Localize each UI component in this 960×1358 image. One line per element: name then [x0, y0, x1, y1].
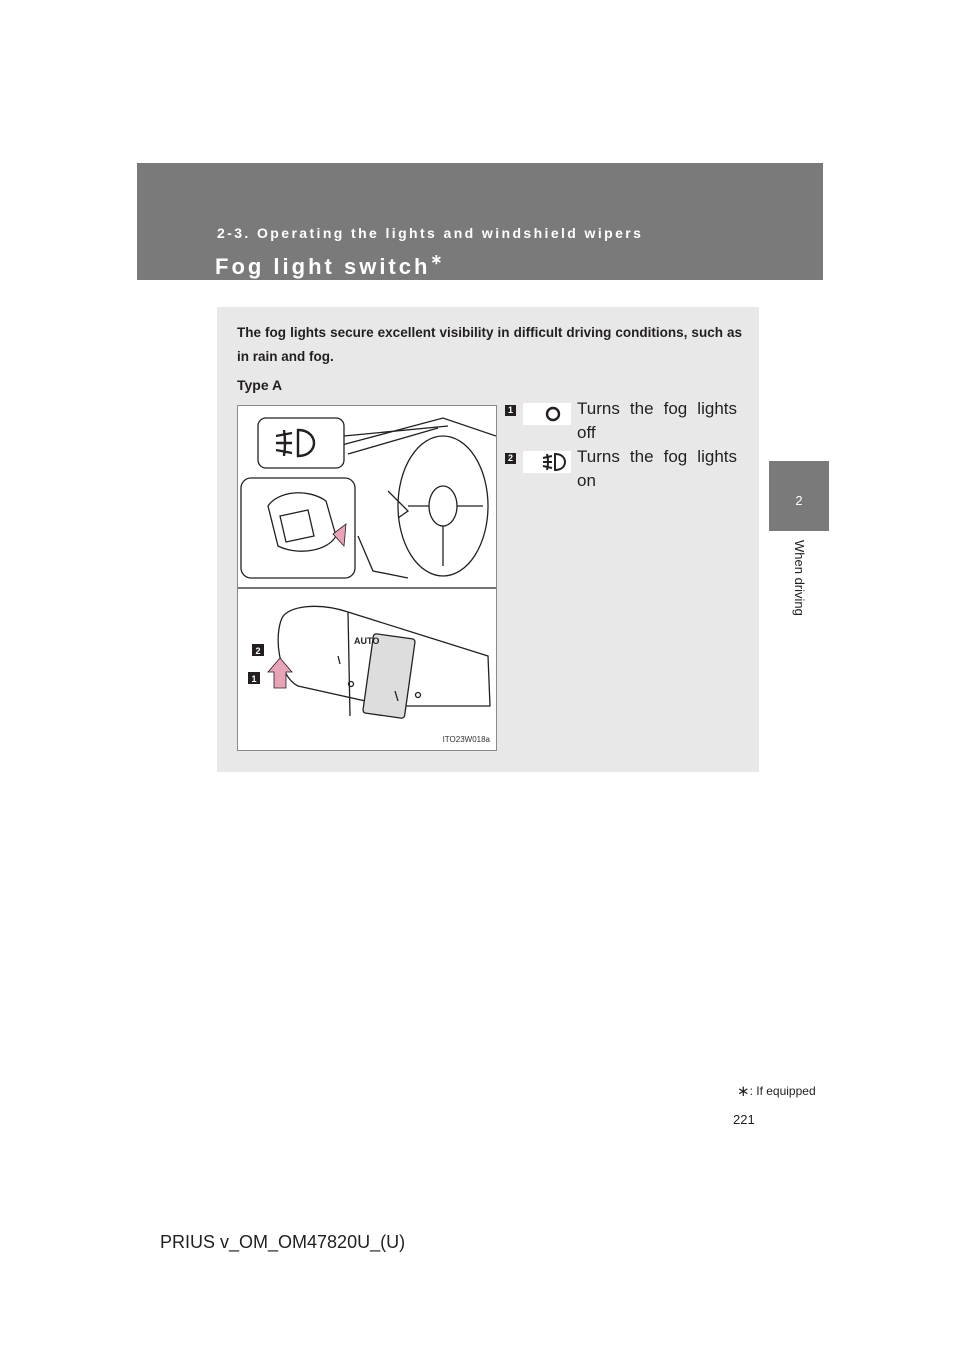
section-header	[137, 163, 823, 280]
circle-off-icon	[523, 403, 571, 425]
section-heading: 2-3. Operating the lights and windshield wipers	[217, 225, 644, 241]
steering-spokes	[408, 506, 483, 566]
callout-1-number: 1	[251, 674, 257, 684]
icon-callout-frame	[258, 418, 344, 468]
item-text-line-1: Turns the fog lights	[577, 399, 737, 418]
item-text-line-2: off	[577, 423, 596, 442]
lever-band-line	[348, 612, 350, 716]
footnote-text: : If equipped	[749, 1084, 816, 1098]
item-number: 1	[505, 405, 516, 416]
dashboard-line	[338, 418, 496, 446]
intro-text: The fog lights secure excellent visibility in difficult driving conditions, such as in rain and fog.	[237, 325, 742, 364]
item-text-line-2: on	[577, 471, 596, 490]
off-mark	[338, 656, 340, 664]
document-id: PRIUS v_OM_OM47820U_(U)	[160, 1232, 406, 1252]
chapter-label: When driving	[792, 540, 807, 616]
type-label: Type A	[237, 377, 283, 393]
item-text-line-1: Turns the fog lights	[577, 447, 737, 466]
item-number: 2	[505, 453, 516, 464]
front-fog-light-icon	[523, 451, 571, 473]
column-line	[358, 536, 408, 578]
figure-code: ITO23W018a	[442, 735, 490, 744]
footnote	[737, 1082, 816, 1100]
if-equipped-mark: ∗	[430, 251, 443, 267]
callout-pointer	[344, 426, 448, 436]
page-title: Fog light switch∗	[215, 251, 443, 279]
chapter-tab	[769, 461, 829, 531]
chapter-number: 2	[795, 493, 803, 508]
lamp-dot-2	[416, 693, 421, 698]
fog-switch-illustration	[237, 405, 497, 751]
rotate-arrow-lever	[268, 658, 292, 688]
illustration-drawing	[238, 406, 496, 750]
footnote-mark: ∗	[737, 1083, 750, 1100]
callout-2-number: 2	[255, 646, 261, 656]
auto-label: AUTO	[354, 636, 380, 646]
page-number: 221	[733, 1112, 755, 1127]
steering-hub	[429, 486, 457, 526]
content-panel	[217, 307, 759, 772]
